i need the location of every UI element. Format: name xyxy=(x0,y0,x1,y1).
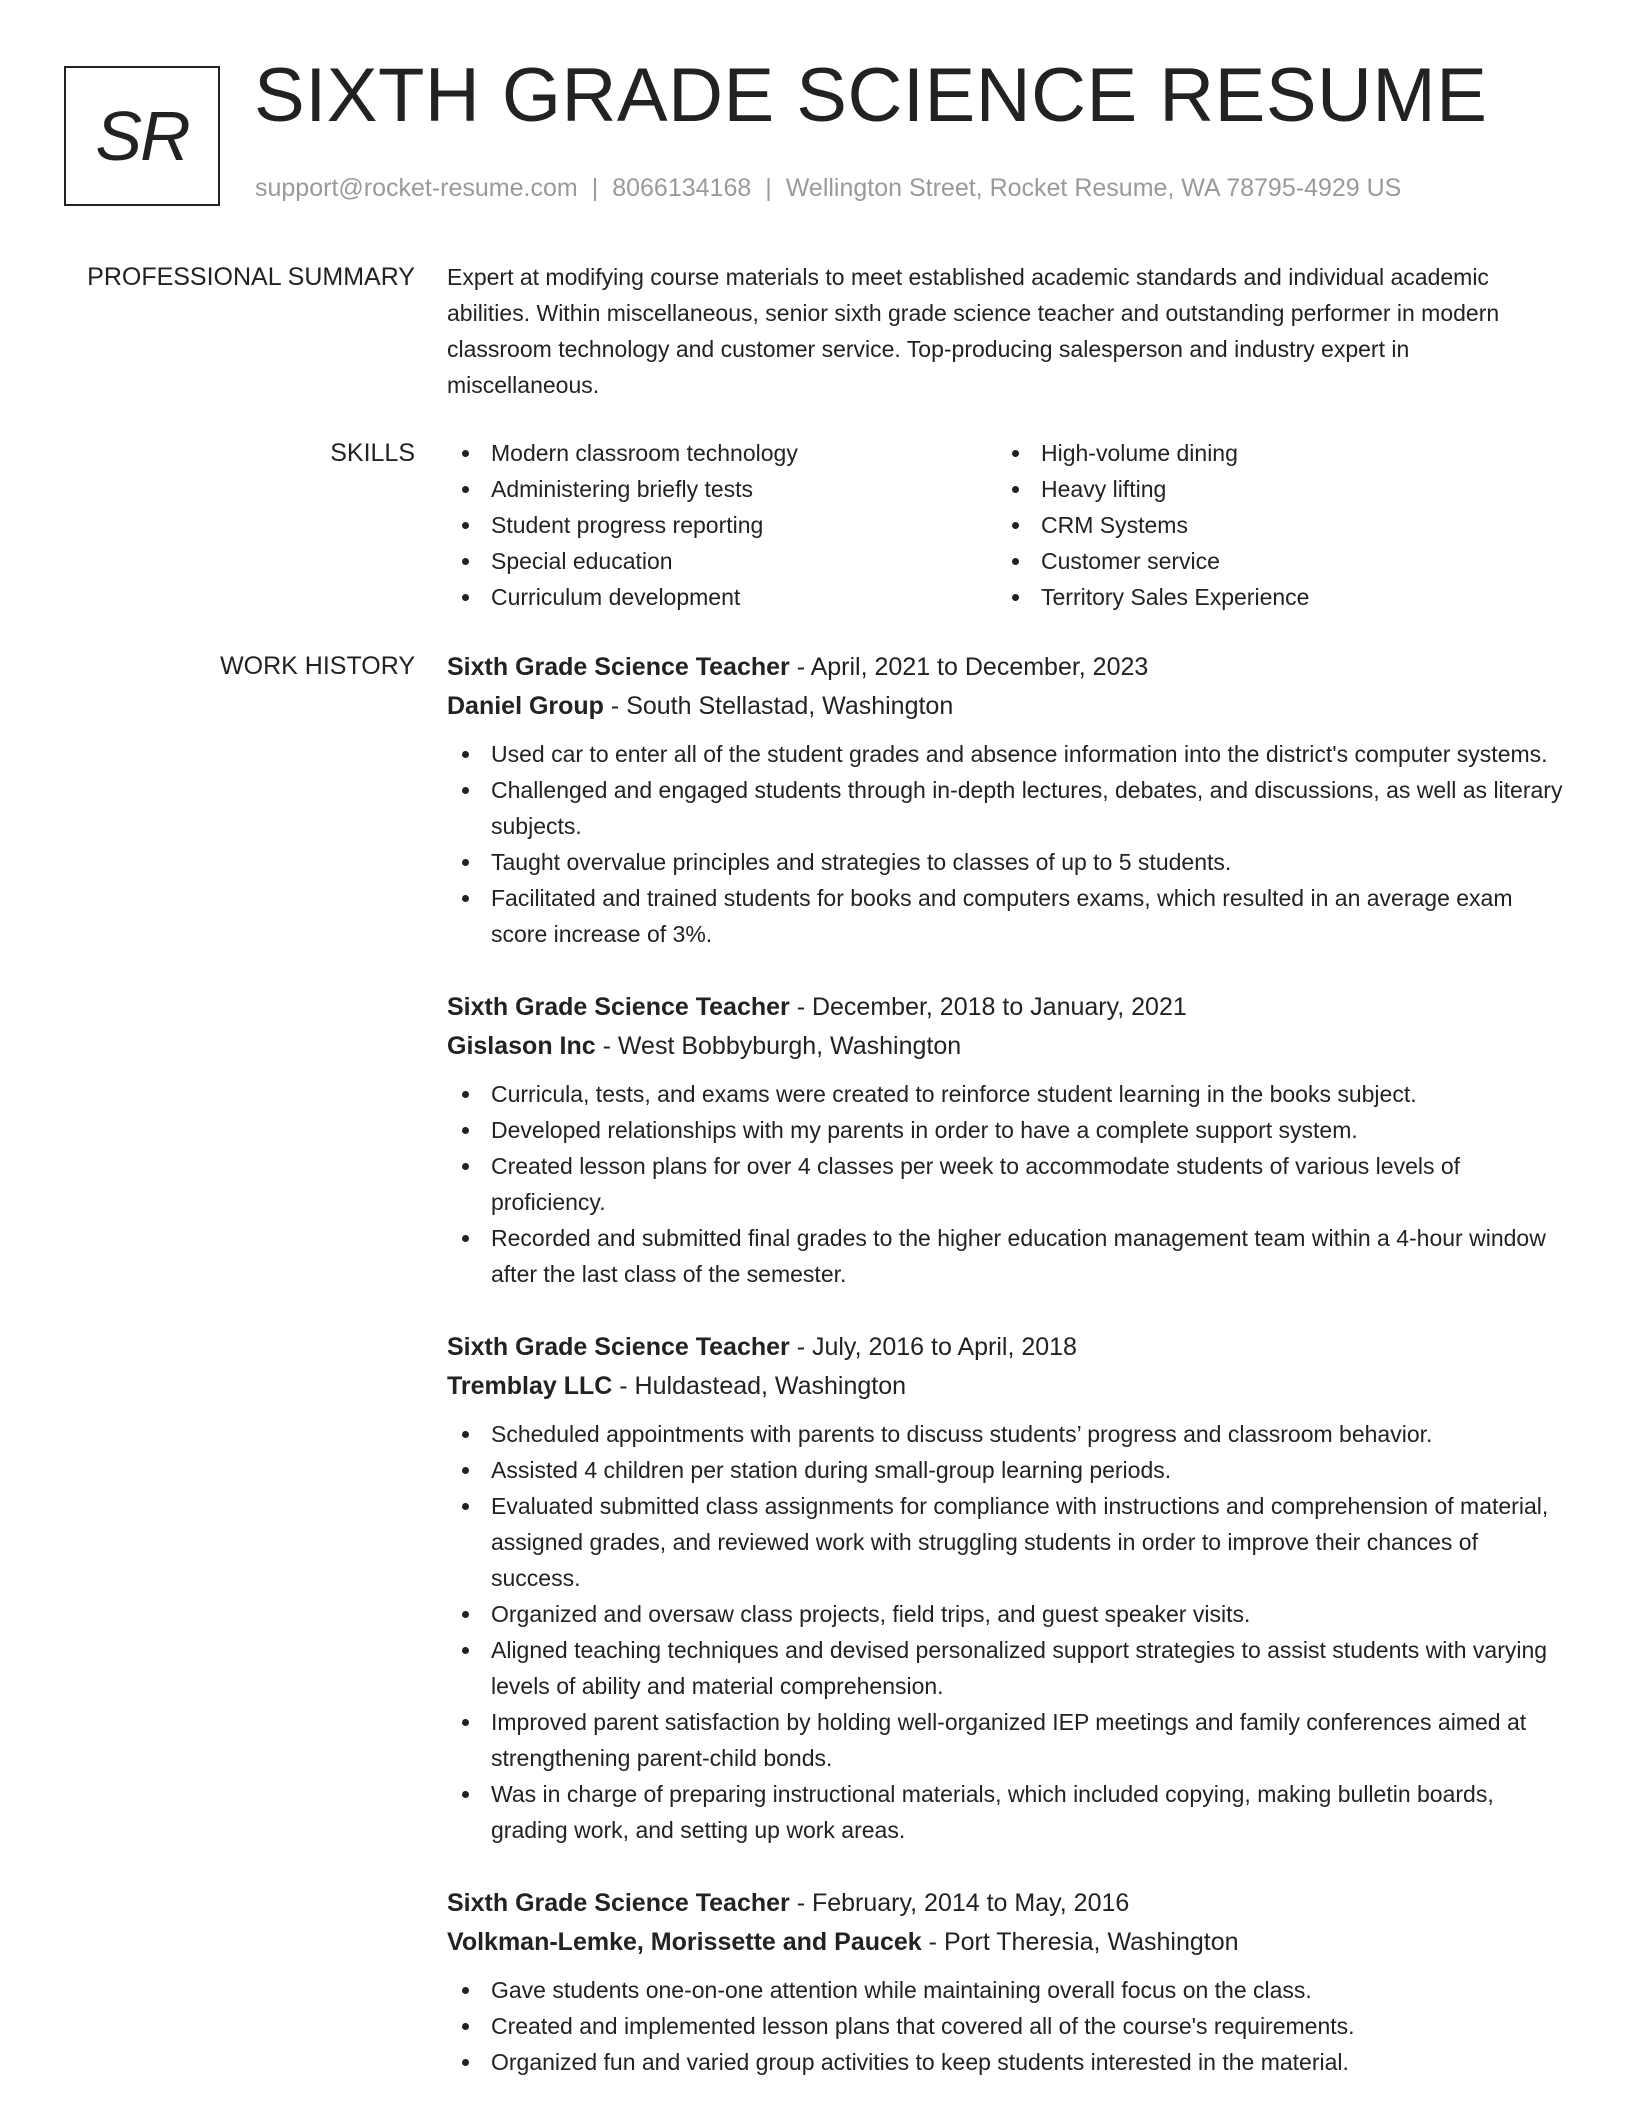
skill-item: Territory Sales Experience xyxy=(997,579,1547,615)
section-label-work-history: WORK HISTORY xyxy=(220,652,415,680)
job-company-line xyxy=(447,1923,1567,1962)
skill-item: Customer service xyxy=(997,543,1547,579)
section-label-summary: PROFESSIONAL SUMMARY xyxy=(87,263,415,291)
job-entry xyxy=(447,1884,1567,2080)
page-title: SIXTH GRADE SCIENCE RESUME xyxy=(254,53,1488,138)
job-dates: - December, 2018 to January, 2021 xyxy=(796,993,1187,1021)
skills-list-left xyxy=(447,435,997,615)
job-title: Sixth Grade Science Teacher xyxy=(447,1889,790,1917)
section-label-skills: SKILLS xyxy=(330,439,415,467)
job-bullet: Scheduled appointments with parents to discuss students’ progress and classroom behavior. xyxy=(447,1416,1567,1452)
work-history-body xyxy=(447,648,1567,2112)
job-bullet: Curricula, tests, and exams were created to reinforce student learning in the books subject. xyxy=(447,1076,1567,1112)
contact-phone: 8066134168 xyxy=(612,174,752,202)
skill-item: Special education xyxy=(447,543,997,579)
job-bullet-list xyxy=(447,1416,1567,1848)
skill-item: Administering briefly tests xyxy=(447,471,997,507)
skill-item: High-volume dining xyxy=(997,435,1547,471)
job-company: Volkman-Lemke, Morissette and Paucek xyxy=(447,1928,922,1956)
job-bullet-list xyxy=(447,1972,1567,2080)
skill-item: Heavy lifting xyxy=(997,471,1547,507)
job-bullet: Aligned teaching techniques and devised personalized support strategies to assist students with varying levels of ability and material comprehension. xyxy=(447,1632,1567,1704)
job-title: Sixth Grade Science Teacher xyxy=(447,653,790,681)
skills-list-right xyxy=(997,435,1547,615)
job-entry xyxy=(447,988,1567,1292)
job-bullet: Developed relationships with my parents in order to have a complete support system. xyxy=(447,1112,1567,1148)
job-bullet: Was in charge of preparing instructional materials, which included copying, making bulletin boards, grading work, and setting up work areas. xyxy=(447,1776,1567,1848)
job-company: Gislason Inc xyxy=(447,1032,596,1060)
skills-columns xyxy=(447,435,1567,615)
job-company: Tremblay LLC xyxy=(447,1372,613,1400)
skills-body xyxy=(447,435,1567,615)
job-dates: - February, 2014 to May, 2016 xyxy=(796,1889,1130,1917)
job-company: Daniel Group xyxy=(447,692,604,720)
contact-separator: | xyxy=(765,174,772,202)
job-bullet: Used car to enter all of the student grades and absence information into the district's computer systems. xyxy=(447,736,1567,772)
contact-email: support@rocket-resume.com xyxy=(255,174,578,202)
job-bullet: Recorded and submitted final grades to the higher education management team within a 4-hour window after the last class of the semester. xyxy=(447,1220,1567,1292)
job-company-line xyxy=(447,687,1567,726)
job-title: Sixth Grade Science Teacher xyxy=(447,1333,790,1361)
job-company-line xyxy=(447,1367,1567,1406)
job-bullet: Improved parent satisfaction by holding well-organized IEP meetings and family conferences aimed at strengthening parent-child bonds. xyxy=(447,1704,1567,1776)
job-bullet: Facilitated and trained students for books and computers exams, which resulted in an average exam score increase of 3%. xyxy=(447,880,1567,952)
job-bullet: Created and implemented lesson plans that covered all of the course's requirements. xyxy=(447,2008,1567,2044)
job-bullet: Taught overvalue principles and strategies to classes of up to 5 students. xyxy=(447,844,1567,880)
job-title-line xyxy=(447,988,1567,1027)
job-title: Sixth Grade Science Teacher xyxy=(447,993,790,1021)
job-entry xyxy=(447,648,1567,952)
summary-body xyxy=(447,259,1567,403)
job-entry xyxy=(447,1328,1567,1848)
job-title-line xyxy=(447,648,1567,687)
job-title-line xyxy=(447,1884,1567,1923)
monogram-box xyxy=(64,66,220,206)
contact-line xyxy=(255,174,1401,203)
job-bullet: Organized fun and varied group activities to keep students interested in the material. xyxy=(447,2044,1567,2080)
job-location: - Huldastead, Washington xyxy=(619,1372,907,1400)
job-dates: - July, 2016 to April, 2018 xyxy=(796,1333,1077,1361)
job-bullet: Challenged and engaged students through in-depth lectures, debates, and discussions, as well as literary subjects. xyxy=(447,772,1567,844)
job-location: - West Bobbyburgh, Washington xyxy=(602,1032,962,1060)
contact-address: Wellington Street, Rocket Resume, WA 78795-4929 US xyxy=(785,174,1402,202)
skill-item: Curriculum development xyxy=(447,579,997,615)
monogram-initials: SR xyxy=(95,97,189,175)
contact-separator: | xyxy=(591,174,599,202)
job-bullet: Created lesson plans for over 4 classes per week to accommodate students of various levels of proficiency. xyxy=(447,1148,1567,1220)
skill-item: CRM Systems xyxy=(997,507,1547,543)
job-location: - Port Theresia, Washington xyxy=(928,1928,1239,1956)
job-bullet: Gave students one-on-one attention while maintaining overall focus on the class. xyxy=(447,1972,1567,2008)
job-bullet: Evaluated submitted class assignments for compliance with instructions and comprehension of material, assigned grades, and reviewed work with struggling students in order to improve their chances of success. xyxy=(447,1488,1567,1596)
job-bullet: Organized and oversaw class projects, field trips, and guest speaker visits. xyxy=(447,1596,1567,1632)
skill-item: Student progress reporting xyxy=(447,507,997,543)
skill-item: Modern classroom technology xyxy=(447,435,997,471)
job-bullet: Assisted 4 children per station during small-group learning periods. xyxy=(447,1452,1567,1488)
job-title-line xyxy=(447,1328,1567,1367)
job-location: - South Stellastad, Washington xyxy=(610,692,954,720)
job-company-line xyxy=(447,1027,1567,1066)
job-bullet-list xyxy=(447,1076,1567,1292)
summary-text: Expert at modifying course materials to meet established academic standards and individual academic abilities. Within miscellaneous, senior sixth grade science teacher and outstanding performer in modern classroom technology and customer service. Top-producing salesperson and industry expert in miscellaneous. xyxy=(447,264,1500,398)
job-bullet-list xyxy=(447,736,1567,952)
job-dates: - April, 2021 to December, 2023 xyxy=(796,653,1149,681)
